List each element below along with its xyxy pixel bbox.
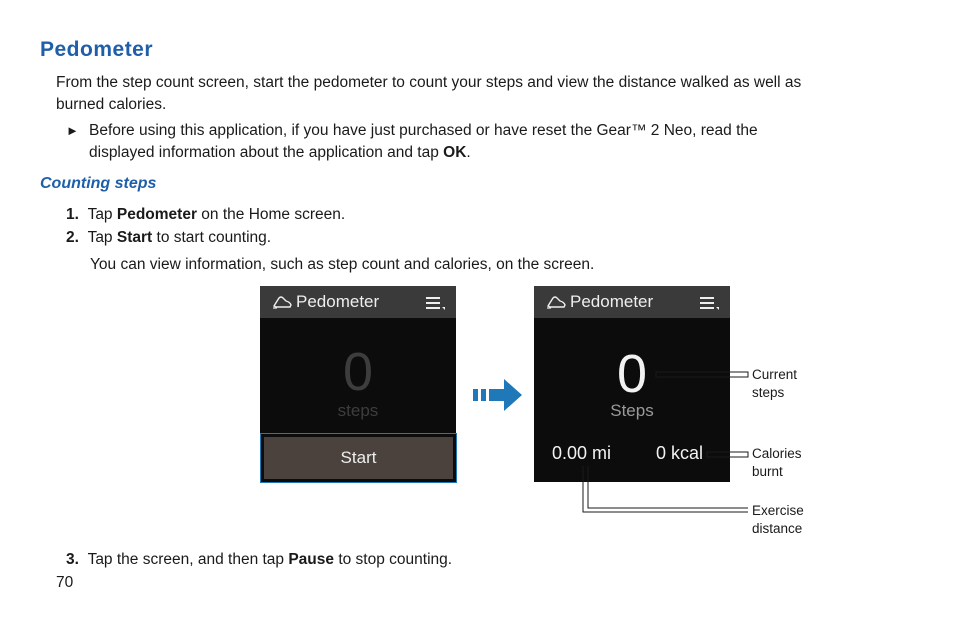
step-2: 2. Tap Start to start counting. [66,229,272,246]
section-heading: Counting steps [40,175,157,192]
calories-value: 0 kcal [656,443,704,463]
step-2-detail: You can view information, such as step count and calories, on the screen. [90,256,595,273]
page-title: Pedometer [40,38,154,61]
step-count: 0 [342,342,374,402]
page-number: 70 [56,574,74,591]
screen-title: Pedometer [570,292,654,311]
note-line-2: displayed information about the application and tap OK. [89,144,471,161]
step-count-label: steps [337,401,379,420]
step-3: 3. Tap the screen, and then tap Pause to stop counting. [66,551,453,568]
screen-title: Pedometer [296,292,380,311]
note-line-1: Before using this application, if you have just purchased or have reset the Gear™ 2 Neo, read the [89,122,758,139]
step-count-label: Steps [610,401,654,420]
ok-label: OK [443,144,467,161]
callout-calories: Calories burnt [752,446,802,479]
callout-current-steps: Current steps [752,367,798,400]
start-button-label: Start [264,437,453,479]
callout-distance: Exercise distance [752,503,804,536]
intro-line-1: From the step count screen, start the pedometer to count your steps and view the distance walked as well as [56,74,802,91]
intro-line-2: burned calories. [56,96,167,113]
triangle-bullet-icon: ► [66,123,79,138]
step-1: 1. Tap Pedometer on the Home screen. [66,206,346,223]
step-count: 0 [616,344,648,404]
distance-value: 0.00 mi [552,443,612,463]
